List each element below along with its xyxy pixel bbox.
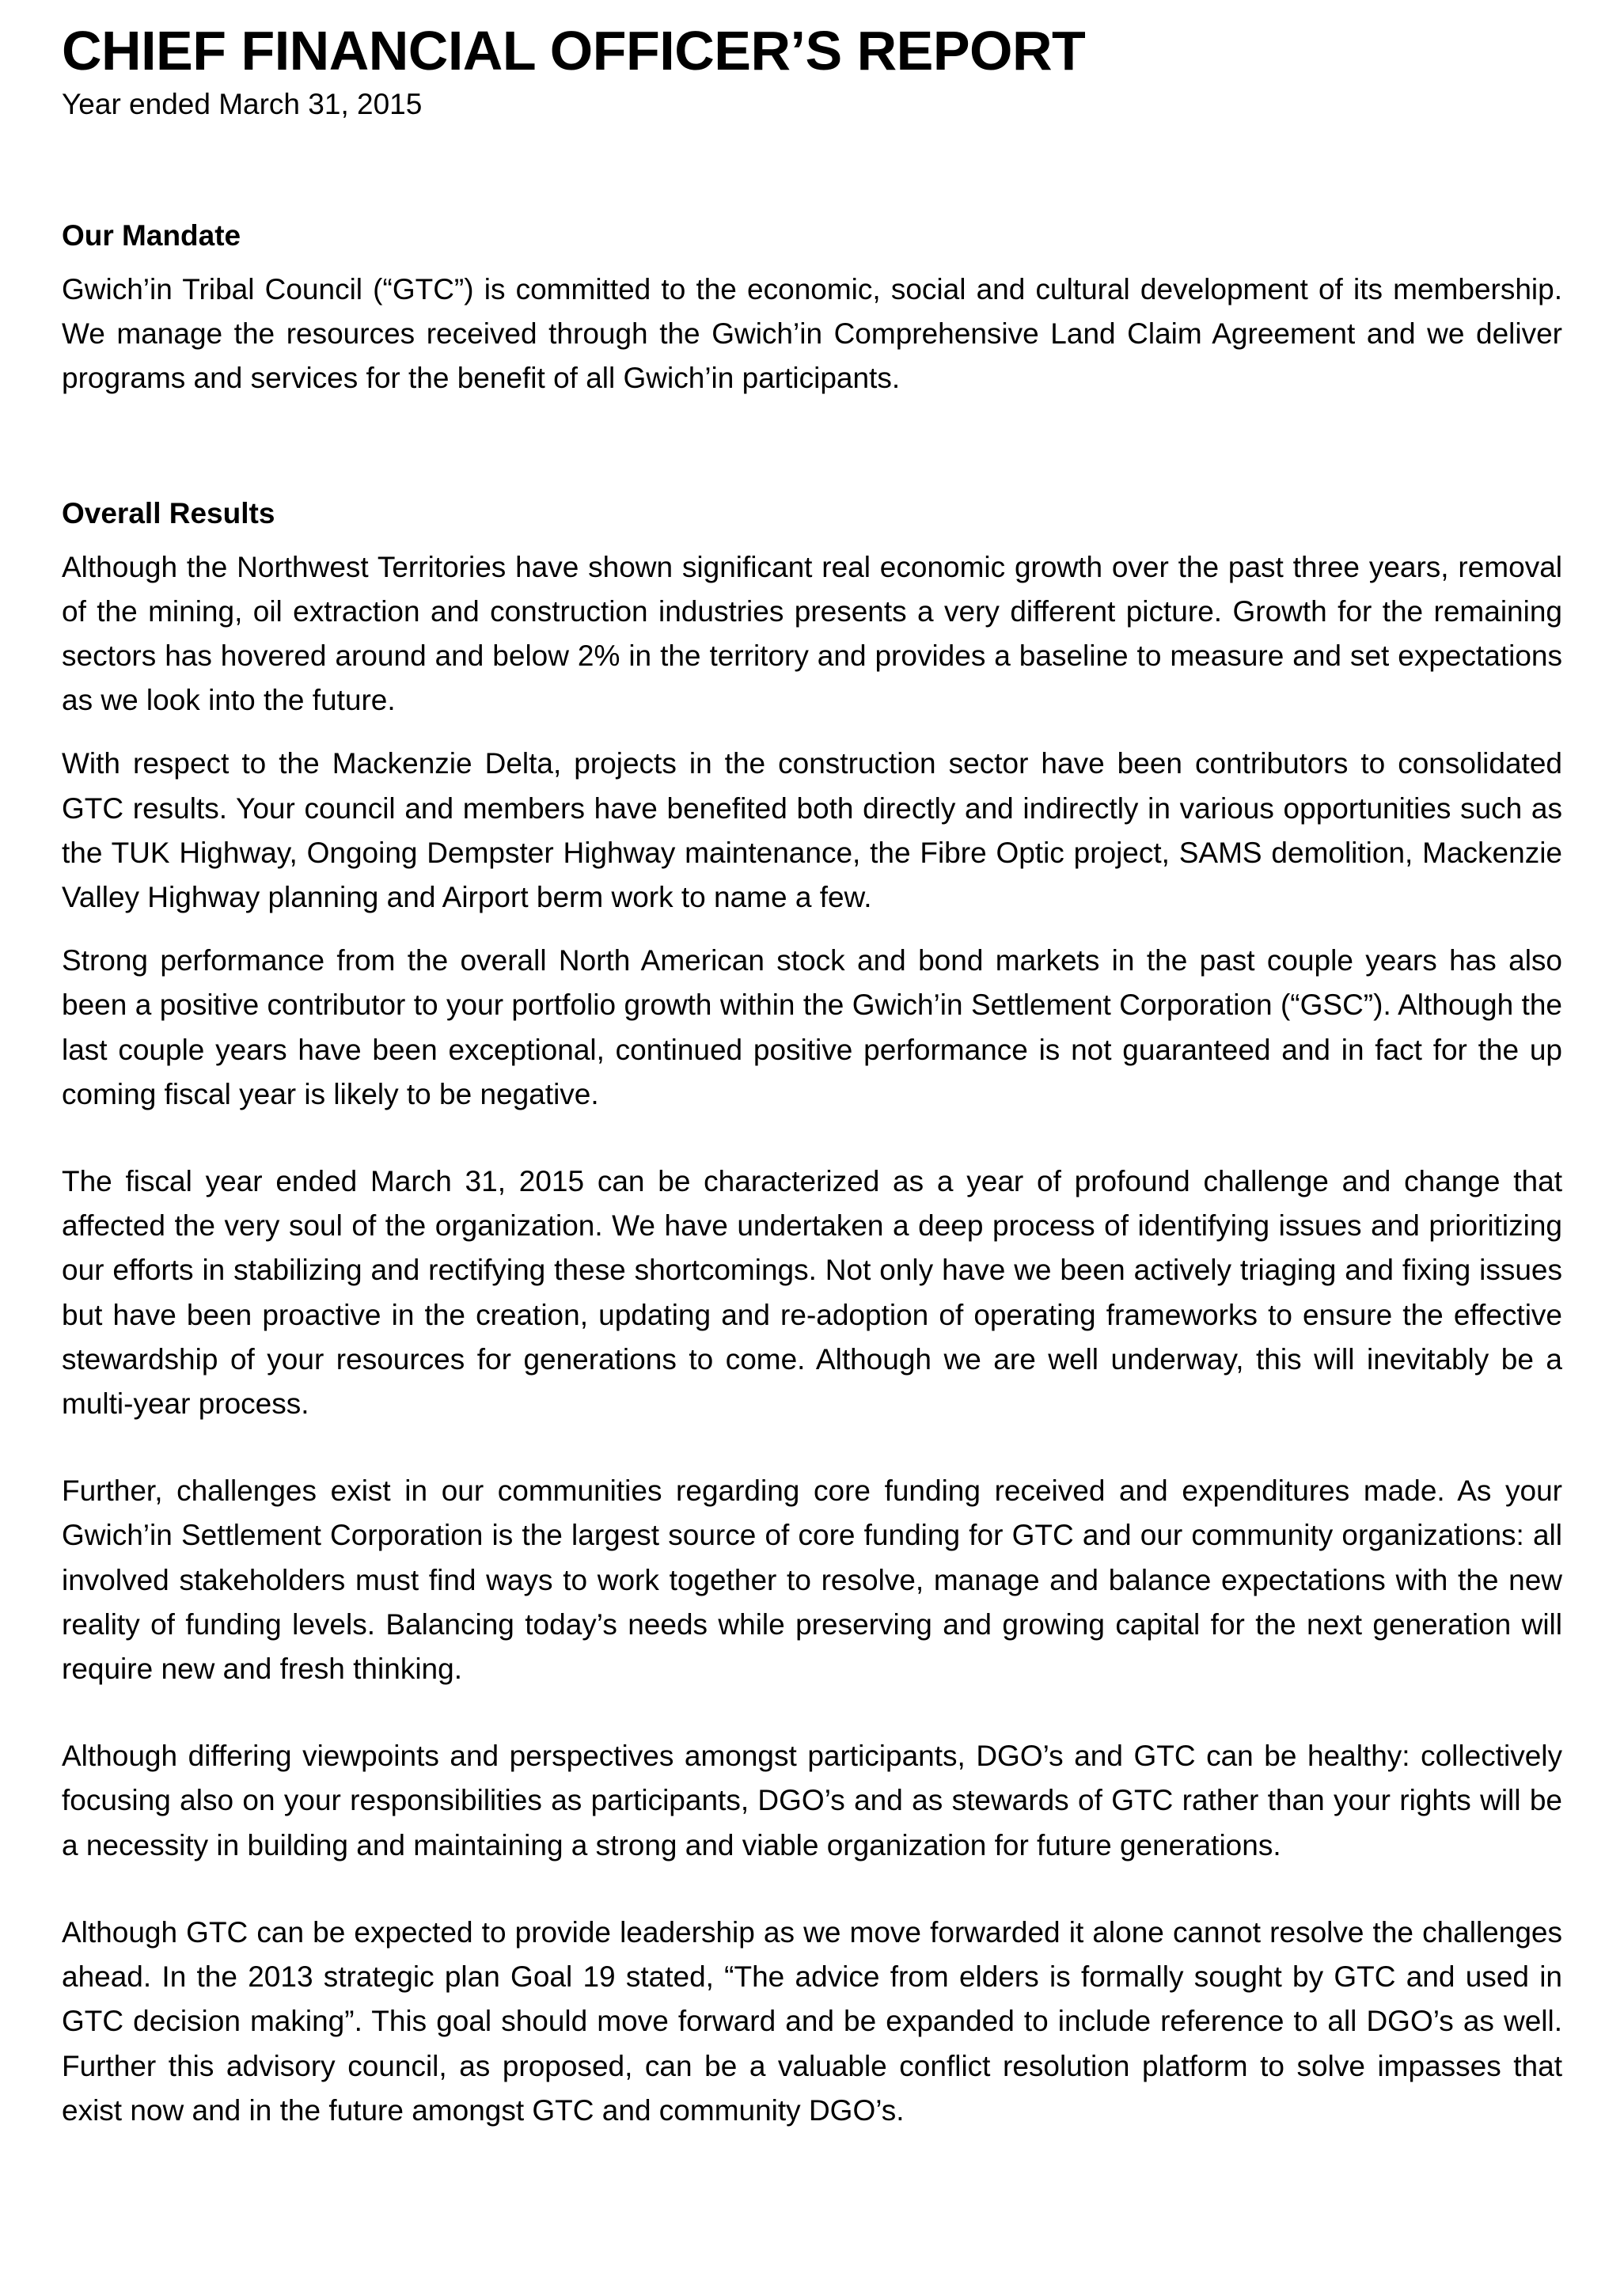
mandate-paragraph: Gwich’in Tribal Council (“GTC”) is committed to the economic, social and cultural development of its membership. We manage the resources received through the Gwich’in Comprehensive Land Claim Agreement and we deliver programs and services for the benefit of all Gwich’in participants. bbox=[62, 273, 1562, 395]
results-paragraph-1: Although the Northwest Territories have shown significant real economic growth over the past three years, removal of the mining, oil extraction and construction industries presents a very different picture. Growth for the remaining sectors has hovered around and below 2% in the territory and provides a baseline to measure and set expectations as we look into the future. bbox=[62, 550, 1562, 717]
report-subtitle: Year ended March 31, 2015 bbox=[62, 88, 423, 120]
mandate-heading: Our Mandate bbox=[62, 219, 241, 252]
results-heading: Overall Results bbox=[62, 496, 275, 529]
report-page bbox=[62, 17, 1562, 2133]
results-paragraph-3: Strong performance from the overall North American stock and bond markets in the past couple years has also been a positive contributor to your portfolio growth within the Gwich’in Settlement Corporation (“GSC”). Although the last couple years have been exceptional, continued positive performance is not guaranteed and in fact for the up coming fiscal year is likely to be negative. bbox=[62, 944, 1562, 1110]
report-title: CHIEF FINANCIAL OFFICER’S REPORT bbox=[62, 20, 1086, 82]
results-paragraph-2: With respect to the Mackenzie Delta, projects in the construction sector have been contributors to consolidated GTC results. Your council and members have benefited both directly and indirectly in various opportunities such as the TUK Highway, Ongoing Dempster Highway maintenance, the Fibre Optic project, SAMS demolition, Mackenzie Valley Highway planning and Airport berm work to name a few. bbox=[62, 747, 1562, 914]
results-paragraph-7: Although GTC can be expected to provide leadership as we move forwarded it alone cannot resolve the challenges ahead. In the 2013 strategic plan Goal 19 stated, “The advice from elders is formally sought by GTC and used in GTC decision making”. This goal should move forward and be expanded to include reference to all DGO’s as well. Further this advisory council, as proposed, can be a valuable conflict resolution platform to solve impasses that exist now and in the future amongst GTC and community DGO’s. bbox=[62, 1915, 1562, 2127]
results-paragraph-5: Further, challenges exist in our communities regarding core funding received and expenditures made. As your Gwich’in Settlement Corporation is the largest source of core funding for GTC and our community organizations: all involved stakeholders must find ways to work together to resolve, manage and balance expectations with the new reality of funding levels. Balancing today’s needs while preserving and growing capital for the next generation will require new and fresh thinking. bbox=[62, 1474, 1562, 1686]
results-paragraph-6: Although differing viewpoints and perspectives amongst participants, DGO’s and GTC can be healthy: collectively focusing also on your responsibilities as participants, DGO’s and as stewards of GTC rather than your rights will be a necessity in building and maintaining a strong and viable organization for future generations. bbox=[62, 1740, 1562, 1861]
results-paragraph-4: The fiscal year ended March 31, 2015 can be characterized as a year of profound challenge and change that affected the very soul of the organization. We have undertaken a deep process of identifying issues and prioritizing our efforts in stabilizing and rectifying these shortcomings. Not only have we been actively triaging and fixing issues but have been proactive in the creation, updating and re-adoption of operating frameworks to ensure the effective stewardship of your resources for generations to come. Although we are well underway, this will inevitably be a multi-year process. bbox=[62, 1165, 1562, 1421]
